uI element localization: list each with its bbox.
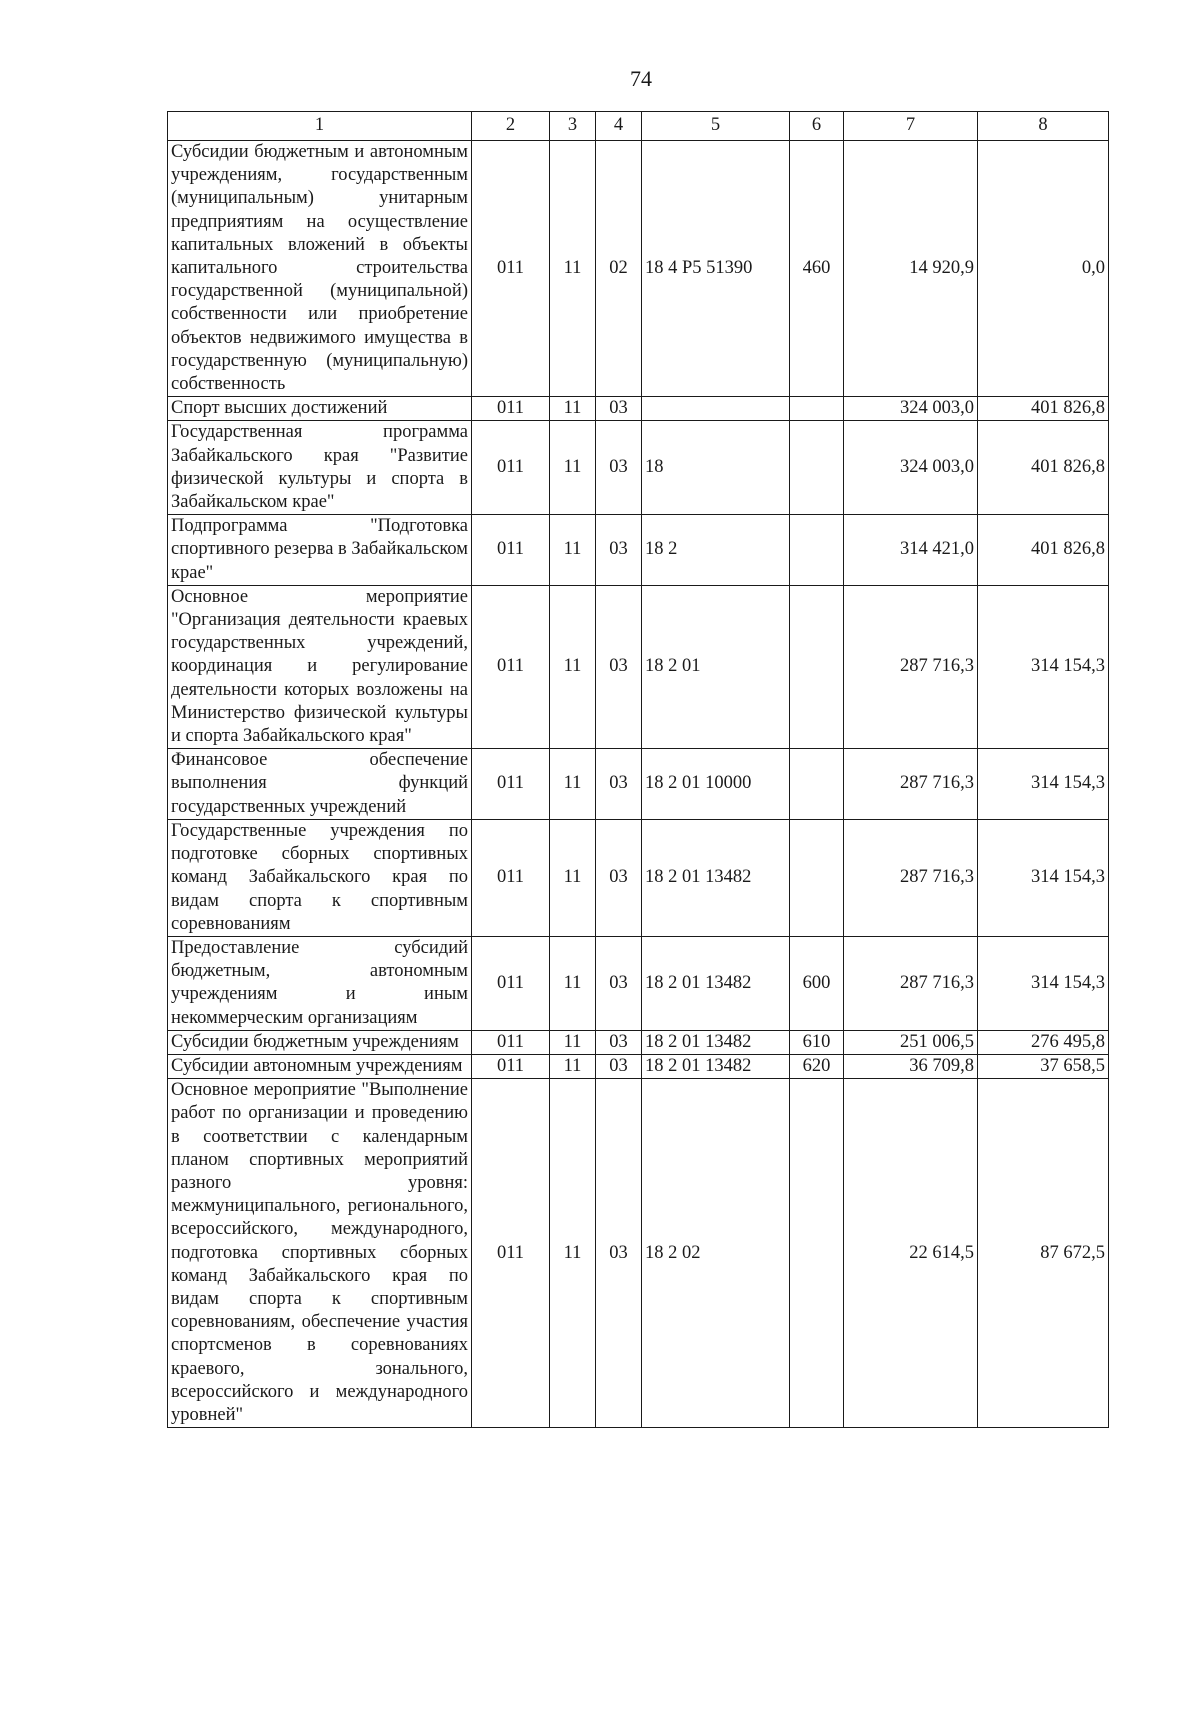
expense-type-cell: 620 xyxy=(790,1054,844,1078)
ministry-code-cell: 011 xyxy=(472,141,550,397)
ministry-code-cell: 011 xyxy=(472,585,550,748)
row-name-cell: Государственные учреждения по подготовке сборных спортивных команд Забайкальского края по видам спорта к спортивным соревнованиям xyxy=(168,819,472,936)
amount-col7-cell: 14 920,9 xyxy=(844,141,978,397)
col-header-6: 6 xyxy=(790,112,844,141)
amount-col7-cell: 287 716,3 xyxy=(844,819,978,936)
ministry-code-cell: 011 xyxy=(472,749,550,820)
amount-col7-cell: 324 003,0 xyxy=(844,397,978,421)
expense-type-cell: 610 xyxy=(790,1030,844,1054)
subsection-code-cell: 03 xyxy=(596,819,642,936)
col-header-7: 7 xyxy=(844,112,978,141)
page-number: 74 xyxy=(630,66,652,91)
ministry-code-cell: 011 xyxy=(472,1054,550,1078)
ministry-code-cell: 011 xyxy=(472,515,550,586)
amount-col8-cell: 401 826,8 xyxy=(978,397,1109,421)
expense-type-cell: 600 xyxy=(790,936,844,1030)
expense-type-cell xyxy=(790,1079,844,1428)
col-header-3: 3 xyxy=(550,112,596,141)
row-name-cell: Предоставление субсидий бюджетным, автономным учреждениям и иным некоммерческим организациям xyxy=(168,936,472,1030)
section-code-cell: 11 xyxy=(550,397,596,421)
target-article-cell: 18 2 02 xyxy=(642,1079,790,1428)
target-article-cell: 18 2 01 13482 xyxy=(642,1054,790,1078)
ministry-code-cell: 011 xyxy=(472,1079,550,1428)
amount-col8-cell: 314 154,3 xyxy=(978,936,1109,1030)
row-name-cell: Спорт высших достижений xyxy=(168,397,472,421)
col-header-8: 8 xyxy=(978,112,1109,141)
section-code-cell: 11 xyxy=(550,819,596,936)
row-name-cell: Основное мероприятие "Выполнение работ по организации и проведению в соответствии с календарным планом спортивных мероприятий разного уровня: межмуниципального, регионального, всероссийского, международного, подготовка спортивных сборных команд Забайкальского края по видам спорта к спортивным соревнованиям, обеспечение участия спортсменов в соревнованиях краевого, зонального, всероссийского и международного уровней" xyxy=(168,1079,472,1428)
ministry-code-cell: 011 xyxy=(472,819,550,936)
target-article-cell: 18 2 01 13482 xyxy=(642,819,790,936)
section-code-cell: 11 xyxy=(550,1030,596,1054)
amount-col8-cell: 314 154,3 xyxy=(978,749,1109,820)
ministry-code-cell: 011 xyxy=(472,397,550,421)
subsection-code-cell: 03 xyxy=(596,936,642,1030)
subsection-code-cell: 03 xyxy=(596,749,642,820)
col-header-2: 2 xyxy=(472,112,550,141)
target-article-cell: 18 2 01 10000 xyxy=(642,749,790,820)
expense-type-cell xyxy=(790,819,844,936)
section-code-cell: 11 xyxy=(550,421,596,515)
section-code-cell: 11 xyxy=(550,1079,596,1428)
table-row xyxy=(168,1030,1109,1054)
amount-col8-cell: 87 672,5 xyxy=(978,1079,1109,1428)
col-header-4: 4 xyxy=(596,112,642,141)
table-row xyxy=(168,819,1109,936)
target-article-cell: 18 2 01 13482 xyxy=(642,1030,790,1054)
target-article-cell: 18 2 01 xyxy=(642,585,790,748)
row-name-cell: Субсидии бюджетным и автономным учреждениям, государственным (муниципальным) унитарным предприятиям на осуществление капитальных вложений в объекты капитального строительства государственной (муниципальной) собственности или приобретение объектов недвижимого имущества в государственную (муниципальную) собственность xyxy=(168,141,472,397)
table-row xyxy=(168,421,1109,515)
header-row xyxy=(168,112,1109,141)
amount-col8-cell: 0,0 xyxy=(978,141,1109,397)
target-article-cell: 18 4 P5 51390 xyxy=(642,141,790,397)
section-code-cell: 11 xyxy=(550,749,596,820)
amount-col8-cell: 401 826,8 xyxy=(978,421,1109,515)
row-name-cell: Основное мероприятие "Организация деятельности краевых государственных учреждений, координация и регулирование деятельности которых возложены на Министерство физической культуры и спорта Забайкальского края" xyxy=(168,585,472,748)
table-row xyxy=(168,1054,1109,1078)
subsection-code-cell: 03 xyxy=(596,515,642,586)
ministry-code-cell: 011 xyxy=(472,1030,550,1054)
target-article-cell xyxy=(642,397,790,421)
subsection-code-cell: 03 xyxy=(596,1030,642,1054)
ministry-code-cell: 011 xyxy=(472,936,550,1030)
amount-col8-cell: 401 826,8 xyxy=(978,515,1109,586)
section-code-cell: 11 xyxy=(550,515,596,586)
target-article-cell: 18 2 01 13482 xyxy=(642,936,790,1030)
ministry-code-cell: 011 xyxy=(472,421,550,515)
table-row xyxy=(168,749,1109,820)
expense-type-cell xyxy=(790,515,844,586)
amount-col7-cell: 314 421,0 xyxy=(844,515,978,586)
row-name-cell: Подпрограмма "Подготовка спортивного резерва в Забайкальском крае" xyxy=(168,515,472,586)
expense-type-cell: 460 xyxy=(790,141,844,397)
row-name-cell: Финансовое обеспечение выполнения функций государственных учреждений xyxy=(168,749,472,820)
table-row xyxy=(168,585,1109,748)
target-article-cell: 18 2 xyxy=(642,515,790,586)
amount-col7-cell: 324 003,0 xyxy=(844,421,978,515)
subsection-code-cell: 03 xyxy=(596,421,642,515)
subsection-code-cell: 03 xyxy=(596,1054,642,1078)
table-row xyxy=(168,1079,1109,1428)
amount-col8-cell: 314 154,3 xyxy=(978,819,1109,936)
subsection-code-cell: 03 xyxy=(596,585,642,748)
amount-col8-cell: 314 154,3 xyxy=(978,585,1109,748)
amount-col7-cell: 287 716,3 xyxy=(844,749,978,820)
subsection-code-cell: 02 xyxy=(596,141,642,397)
section-code-cell: 11 xyxy=(550,1054,596,1078)
amount-col7-cell: 287 716,3 xyxy=(844,585,978,748)
row-name-cell: Субсидии автономным учреждениям xyxy=(168,1054,472,1078)
section-code-cell: 11 xyxy=(550,936,596,1030)
col-header-5: 5 xyxy=(642,112,790,141)
amount-col7-cell: 251 006,5 xyxy=(844,1030,978,1054)
row-name-cell: Государственная программа Забайкальского края "Развитие физической культуры и спорта в Забайкальском крае" xyxy=(168,421,472,515)
table-row xyxy=(168,936,1109,1030)
amount-col8-cell: 37 658,5 xyxy=(978,1054,1109,1078)
budget-table xyxy=(167,111,1109,1428)
expense-type-cell xyxy=(790,585,844,748)
table-row xyxy=(168,141,1109,397)
subsection-code-cell: 03 xyxy=(596,1079,642,1428)
section-code-cell: 11 xyxy=(550,141,596,397)
row-name-cell: Субсидии бюджетным учреждениям xyxy=(168,1030,472,1054)
table-row xyxy=(168,515,1109,586)
amount-col7-cell: 36 709,8 xyxy=(844,1054,978,1078)
col-header-1: 1 xyxy=(168,112,472,141)
expense-type-cell xyxy=(790,397,844,421)
section-code-cell: 11 xyxy=(550,585,596,748)
amount-col7-cell: 287 716,3 xyxy=(844,936,978,1030)
expense-type-cell xyxy=(790,749,844,820)
table-row xyxy=(168,397,1109,421)
target-article-cell: 18 xyxy=(642,421,790,515)
table-body xyxy=(168,141,1109,1428)
amount-col8-cell: 276 495,8 xyxy=(978,1030,1109,1054)
subsection-code-cell: 03 xyxy=(596,397,642,421)
amount-col7-cell: 22 614,5 xyxy=(844,1079,978,1428)
expense-type-cell xyxy=(790,421,844,515)
